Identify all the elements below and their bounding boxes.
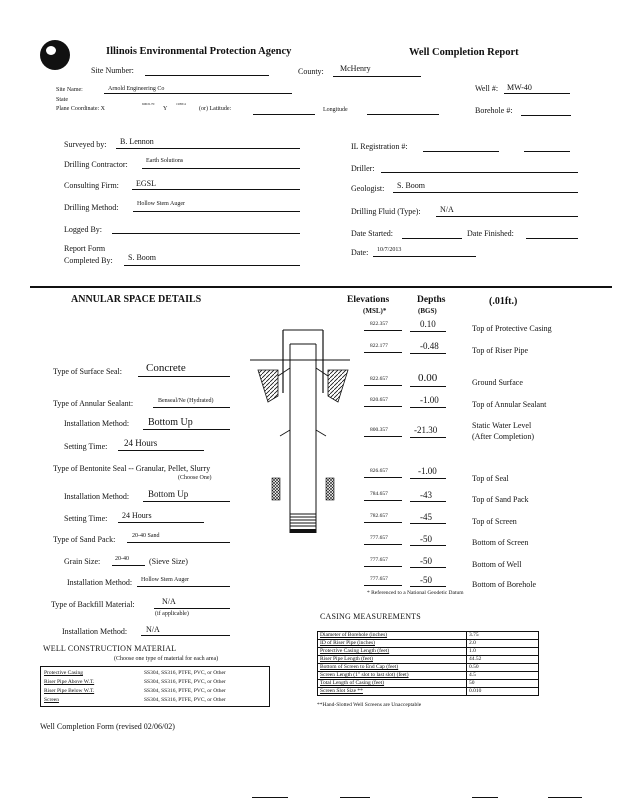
surveyed-by-value: B. Lennon	[120, 137, 154, 146]
borehole-field[interactable]	[521, 115, 571, 116]
setting-time-value: 24 Hours	[122, 511, 152, 520]
well-number-value: MW-40	[507, 83, 532, 92]
site-name-value: Arnold Engineering Co	[108, 86, 165, 92]
casing-label: ID of Riser Pipe (inches)	[318, 640, 467, 648]
installation-method-field[interactable]	[143, 501, 230, 502]
county-label: County:	[298, 67, 324, 76]
elevation-value: 822.657	[370, 376, 388, 382]
setting-time-label: Setting Time:	[64, 442, 108, 451]
completed-by-field[interactable]	[124, 265, 300, 266]
row-description: Top of Annular Sealant	[472, 400, 547, 409]
completed-by-value: S. Boom	[128, 253, 157, 262]
elevations-header: Elevations	[347, 295, 390, 305]
consulting-firm-value: EGSL	[136, 179, 156, 188]
grain-size-label: Grain Size:	[64, 557, 101, 566]
elevation-field	[364, 352, 402, 353]
row-description-note: (After Completion)	[472, 432, 534, 441]
elevation-field	[364, 406, 402, 407]
casing-measurements-table	[317, 631, 539, 696]
il-registration-label: IL Registration #:	[351, 142, 408, 151]
elevation-field	[364, 522, 402, 523]
casing-value[interactable]: 0.010	[467, 688, 539, 696]
agency-seal-logo	[40, 40, 70, 70]
depth-value: -1.00	[418, 466, 437, 476]
row-description: Bottom of Screen	[472, 538, 529, 547]
depth-field	[410, 407, 446, 408]
depth-field	[410, 331, 446, 332]
sand-pack-label: Type of Sand Pack:	[53, 535, 116, 544]
installation-method-field[interactable]	[137, 586, 230, 587]
sand-pack-field[interactable]	[127, 542, 230, 543]
annular-sealant-field[interactable]	[153, 407, 230, 408]
elevation-value: 784.657	[370, 491, 388, 497]
elevation-field	[364, 544, 402, 545]
date-value: 10/7/2013	[377, 247, 402, 253]
backfill-field[interactable]	[154, 608, 230, 609]
elevation-value: 777.657	[370, 576, 388, 582]
depth-value: -50	[420, 534, 432, 544]
elevation-field	[364, 385, 402, 386]
completed-by-label: Completed By:	[64, 256, 113, 265]
latitude-label: (or) Latitude:	[199, 106, 232, 112]
page-edge-mark	[252, 797, 288, 798]
elevation-field	[364, 500, 402, 501]
casing-value[interactable]: 1.0	[467, 648, 539, 656]
casing-label: Diameter of Borehole (inches)	[318, 632, 467, 640]
depth-field	[410, 353, 446, 354]
construction-material-subtitle: (Choose one type of material for each area)	[114, 656, 219, 662]
elevation-value: 800.357	[370, 427, 388, 433]
casing-label: Screen Slot Size **	[318, 688, 467, 696]
row-description: Top of Protective Casing	[472, 324, 552, 333]
il-registration-field[interactable]	[423, 151, 499, 152]
depth-value: 0.00	[418, 372, 438, 384]
logged-by-label: Logged By:	[64, 225, 102, 234]
consulting-firm-field[interactable]	[132, 189, 300, 190]
elevation-value: 822.177	[370, 343, 388, 349]
report-form-label: Report Form	[64, 244, 106, 253]
elevation-value: 777.657	[370, 535, 388, 541]
table-row	[318, 664, 539, 672]
grain-size-value: 20-40	[115, 556, 129, 562]
casing-value[interactable]: 4.5	[467, 672, 539, 680]
row-description: Top of Riser Pipe	[472, 346, 529, 355]
precision-header: (.01ft.)	[489, 296, 518, 307]
depth-value: -0.48	[420, 341, 439, 351]
consulting-firm-label: Consulting Firm:	[64, 181, 119, 190]
page-edge-mark	[472, 797, 498, 798]
drilling-method-field[interactable]	[133, 211, 300, 212]
form-revision: Well Completion Form (revised 02/06/02)	[40, 722, 175, 731]
surface-seal-label: Type of Surface Seal:	[53, 367, 122, 376]
table-row	[318, 640, 539, 648]
section-divider	[30, 286, 612, 288]
date-started-field[interactable]	[402, 238, 462, 239]
driller-label: Driller:	[351, 164, 375, 173]
installation-method-value: Hollow Stem Auger	[141, 577, 189, 583]
table-row	[318, 632, 539, 640]
row-description: Top of Screen	[472, 517, 517, 526]
setting-time-label: Setting Time:	[64, 514, 108, 523]
date-finished-field[interactable]	[526, 238, 578, 239]
state-label: State	[56, 97, 68, 103]
depth-field	[410, 567, 446, 568]
depth-value: -50	[420, 556, 432, 566]
casing-value[interactable]: 2.0	[467, 640, 539, 648]
installation-method-value: Bottom Up	[148, 489, 189, 499]
geologist-field[interactable]	[393, 192, 578, 193]
depth-value: -45	[420, 512, 432, 522]
setting-time-field[interactable]	[118, 522, 204, 523]
logged-by-field[interactable]	[112, 233, 300, 234]
elevation-field	[364, 566, 402, 567]
material-row-options[interactable]: SS304, SS316, PTFE, PVC, or Other	[144, 679, 226, 685]
drilling-fluid-field[interactable]	[436, 216, 578, 217]
drilling-contractor-value: Earth Solutions	[146, 158, 184, 164]
material-row-options[interactable]: SS304, SS316, PTFE, PVC, or Other	[144, 697, 226, 703]
drilling-method-label: Drilling Method:	[64, 203, 119, 212]
surveyed-by-label: Surveyed by:	[64, 140, 107, 149]
material-row-label: Protective Casing	[44, 670, 83, 676]
row-description: Bottom of Well	[472, 560, 522, 569]
casing-label: Screen Length (1" slot to last slot) (feet)	[318, 672, 467, 680]
site-name-field[interactable]	[104, 93, 292, 94]
x-coordinate-value: 600/6.70	[142, 102, 155, 106]
casing-value[interactable]: 3.75	[467, 632, 539, 640]
agency-name: Illinois Environmental Protection Agency	[106, 46, 292, 57]
geologist-label: Geologist:	[351, 184, 385, 193]
depth-field	[410, 478, 446, 479]
surveyed-by-field[interactable]	[116, 148, 300, 149]
installation-method-label: Installation Method:	[62, 627, 128, 636]
plane-coordinate-label: Plane Coordinate: X	[56, 106, 105, 112]
casing-footnote: **Hand-Slotted Well Screens are Unacceptable	[317, 702, 422, 708]
installation-method-label: Installation Method:	[64, 492, 130, 501]
installation-method-field[interactable]	[141, 635, 230, 636]
depth-value: -21.30	[414, 425, 438, 435]
datum-footnote: * Referenced to a National Geodetic Datum	[367, 590, 464, 596]
elevation-value: 826.657	[370, 468, 388, 474]
report-title: Well Completion Report	[409, 47, 519, 58]
setting-time-value: 24 Hours	[124, 438, 158, 448]
casing-value[interactable]: 50	[467, 680, 539, 688]
installation-method-label: Installation Method:	[64, 419, 130, 428]
depth-field	[410, 523, 446, 524]
material-row-label: Riser Pipe Above W.T.	[44, 679, 95, 685]
table-row	[318, 648, 539, 656]
elevation-field	[364, 330, 402, 331]
elevation-value: 782.657	[370, 513, 388, 519]
depth-field	[410, 386, 446, 387]
construction-material-box	[40, 666, 270, 707]
geologist-value: S. Boom	[397, 181, 426, 190]
surface-seal-value: Concrete	[146, 362, 186, 374]
y-label: Y	[163, 106, 168, 112]
borehole-label: Borehole #:	[475, 106, 513, 115]
setting-time-field[interactable]	[118, 450, 204, 451]
row-description: Static Water Level	[472, 421, 532, 430]
depth-value: -50	[420, 575, 432, 585]
row-description: Bottom of Borehole	[472, 580, 536, 589]
casing-measurements-title: CASING MEASUREMENTS	[320, 612, 421, 621]
table-row	[318, 656, 539, 664]
date-started-label: Date Started:	[351, 229, 393, 238]
drilling-fluid-label: Drilling Fluid (Type):	[351, 207, 421, 216]
il-registration-field-2[interactable]	[524, 151, 570, 152]
backfill-value: N/A	[162, 597, 176, 606]
surface-seal-field[interactable]	[138, 376, 230, 377]
installation-method-value: N/A	[146, 625, 160, 634]
casing-value[interactable]: 0.50	[467, 664, 539, 672]
elevation-value: 777.657	[370, 557, 388, 563]
drilling-contractor-field[interactable]	[142, 168, 300, 169]
drilling-fluid-value: N/A	[440, 205, 454, 214]
choose-one-note: (Choose One)	[178, 475, 212, 481]
depth-value: -1.00	[420, 395, 439, 405]
sand-pack-value: 20-40 Sand	[132, 533, 160, 539]
site-number-field[interactable]	[145, 75, 269, 76]
date-finished-label: Date Finished:	[467, 229, 514, 238]
installation-method-value: Bottom Up	[148, 417, 193, 428]
well-diagram	[250, 318, 355, 558]
row-description: Ground Surface	[472, 378, 523, 387]
sieve-size-note: (Sieve Size)	[149, 557, 188, 566]
site-number-label: Site Number:	[91, 66, 134, 75]
annular-section-title: ANNULAR SPACE DETAILS	[71, 294, 202, 305]
casing-label: Protective Casing Length (feet)	[318, 648, 467, 656]
y-coordinate-value: 1938/4	[176, 102, 186, 106]
table-row	[318, 680, 539, 688]
construction-material-title: WELL CONSTRUCTION MATERIAL	[43, 644, 177, 653]
depth-field	[410, 545, 446, 546]
backfill-label: Type of Backfill Material:	[51, 600, 135, 609]
bentonite-seal-label: Type of Bentonite Seal -- Granular, Pellet, Slurry	[53, 464, 211, 473]
table-row	[318, 688, 539, 696]
elevation-field	[364, 436, 402, 437]
latitude-field[interactable]	[253, 114, 315, 115]
row-description: Top of Seal	[472, 474, 509, 483]
driller-field[interactable]	[381, 172, 578, 173]
depth-value: 0.10	[420, 319, 436, 329]
depth-field	[410, 586, 446, 587]
county-field[interactable]	[333, 76, 421, 77]
site-name-label: Site Name:	[56, 87, 83, 93]
material-row-options[interactable]: SS304, SS316, PTFE, PVC, or Other	[144, 670, 226, 676]
depth-field	[410, 501, 446, 502]
elevation-value: 822.357	[370, 321, 388, 327]
elevation-field	[364, 585, 402, 586]
annular-sealant-label: Type of Annular Sealant:	[53, 399, 134, 408]
date-label: Date:	[351, 248, 369, 257]
drilling-contractor-label: Drilling Contractor:	[64, 160, 128, 169]
annular-sealant-value: Benseal/Ne (Hydrated)	[158, 398, 214, 404]
row-description: Top of Sand Pack	[472, 495, 529, 504]
well-number-label: Well #:	[475, 84, 499, 93]
depths-header: Depths	[417, 295, 446, 305]
installation-method-field[interactable]	[143, 429, 230, 430]
longitude-field[interactable]	[367, 114, 439, 115]
material-row-label: Screen	[44, 697, 59, 703]
county-value: McHenry	[340, 64, 371, 73]
depth-field	[410, 437, 446, 438]
if-applicable-note: (if applicable)	[155, 611, 189, 617]
depth-value: -43	[420, 490, 432, 500]
page-edge-mark	[340, 797, 370, 798]
msl-header: (MSL)*	[363, 307, 387, 315]
well-number-field[interactable]	[504, 93, 570, 94]
longitude-label: Longitude	[323, 107, 348, 113]
material-row-label: Riser Pipe Below W.T.	[44, 688, 95, 694]
bgs-header: (BGS)	[418, 307, 437, 315]
casing-label: Total Length of Casing (feet)	[318, 680, 467, 688]
page-edge-mark	[548, 797, 582, 798]
table-row	[318, 672, 539, 680]
material-row-options[interactable]: SS304, SS316, PTFE, PVC, or Other	[144, 688, 226, 694]
casing-label: Bottom of Screen to End Cap (feet)	[318, 664, 467, 672]
date-field[interactable]	[373, 256, 476, 257]
elevation-field	[364, 477, 402, 478]
casing-label: Riser Pipe Length (feet)	[318, 656, 467, 664]
grain-size-field[interactable]	[112, 565, 145, 566]
drilling-method-value: Hollow Stem Auger	[137, 201, 185, 207]
installation-method-label: Installation Method:	[67, 578, 133, 587]
casing-value[interactable]: 44.52	[467, 656, 539, 664]
elevation-value: 820.657	[370, 397, 388, 403]
